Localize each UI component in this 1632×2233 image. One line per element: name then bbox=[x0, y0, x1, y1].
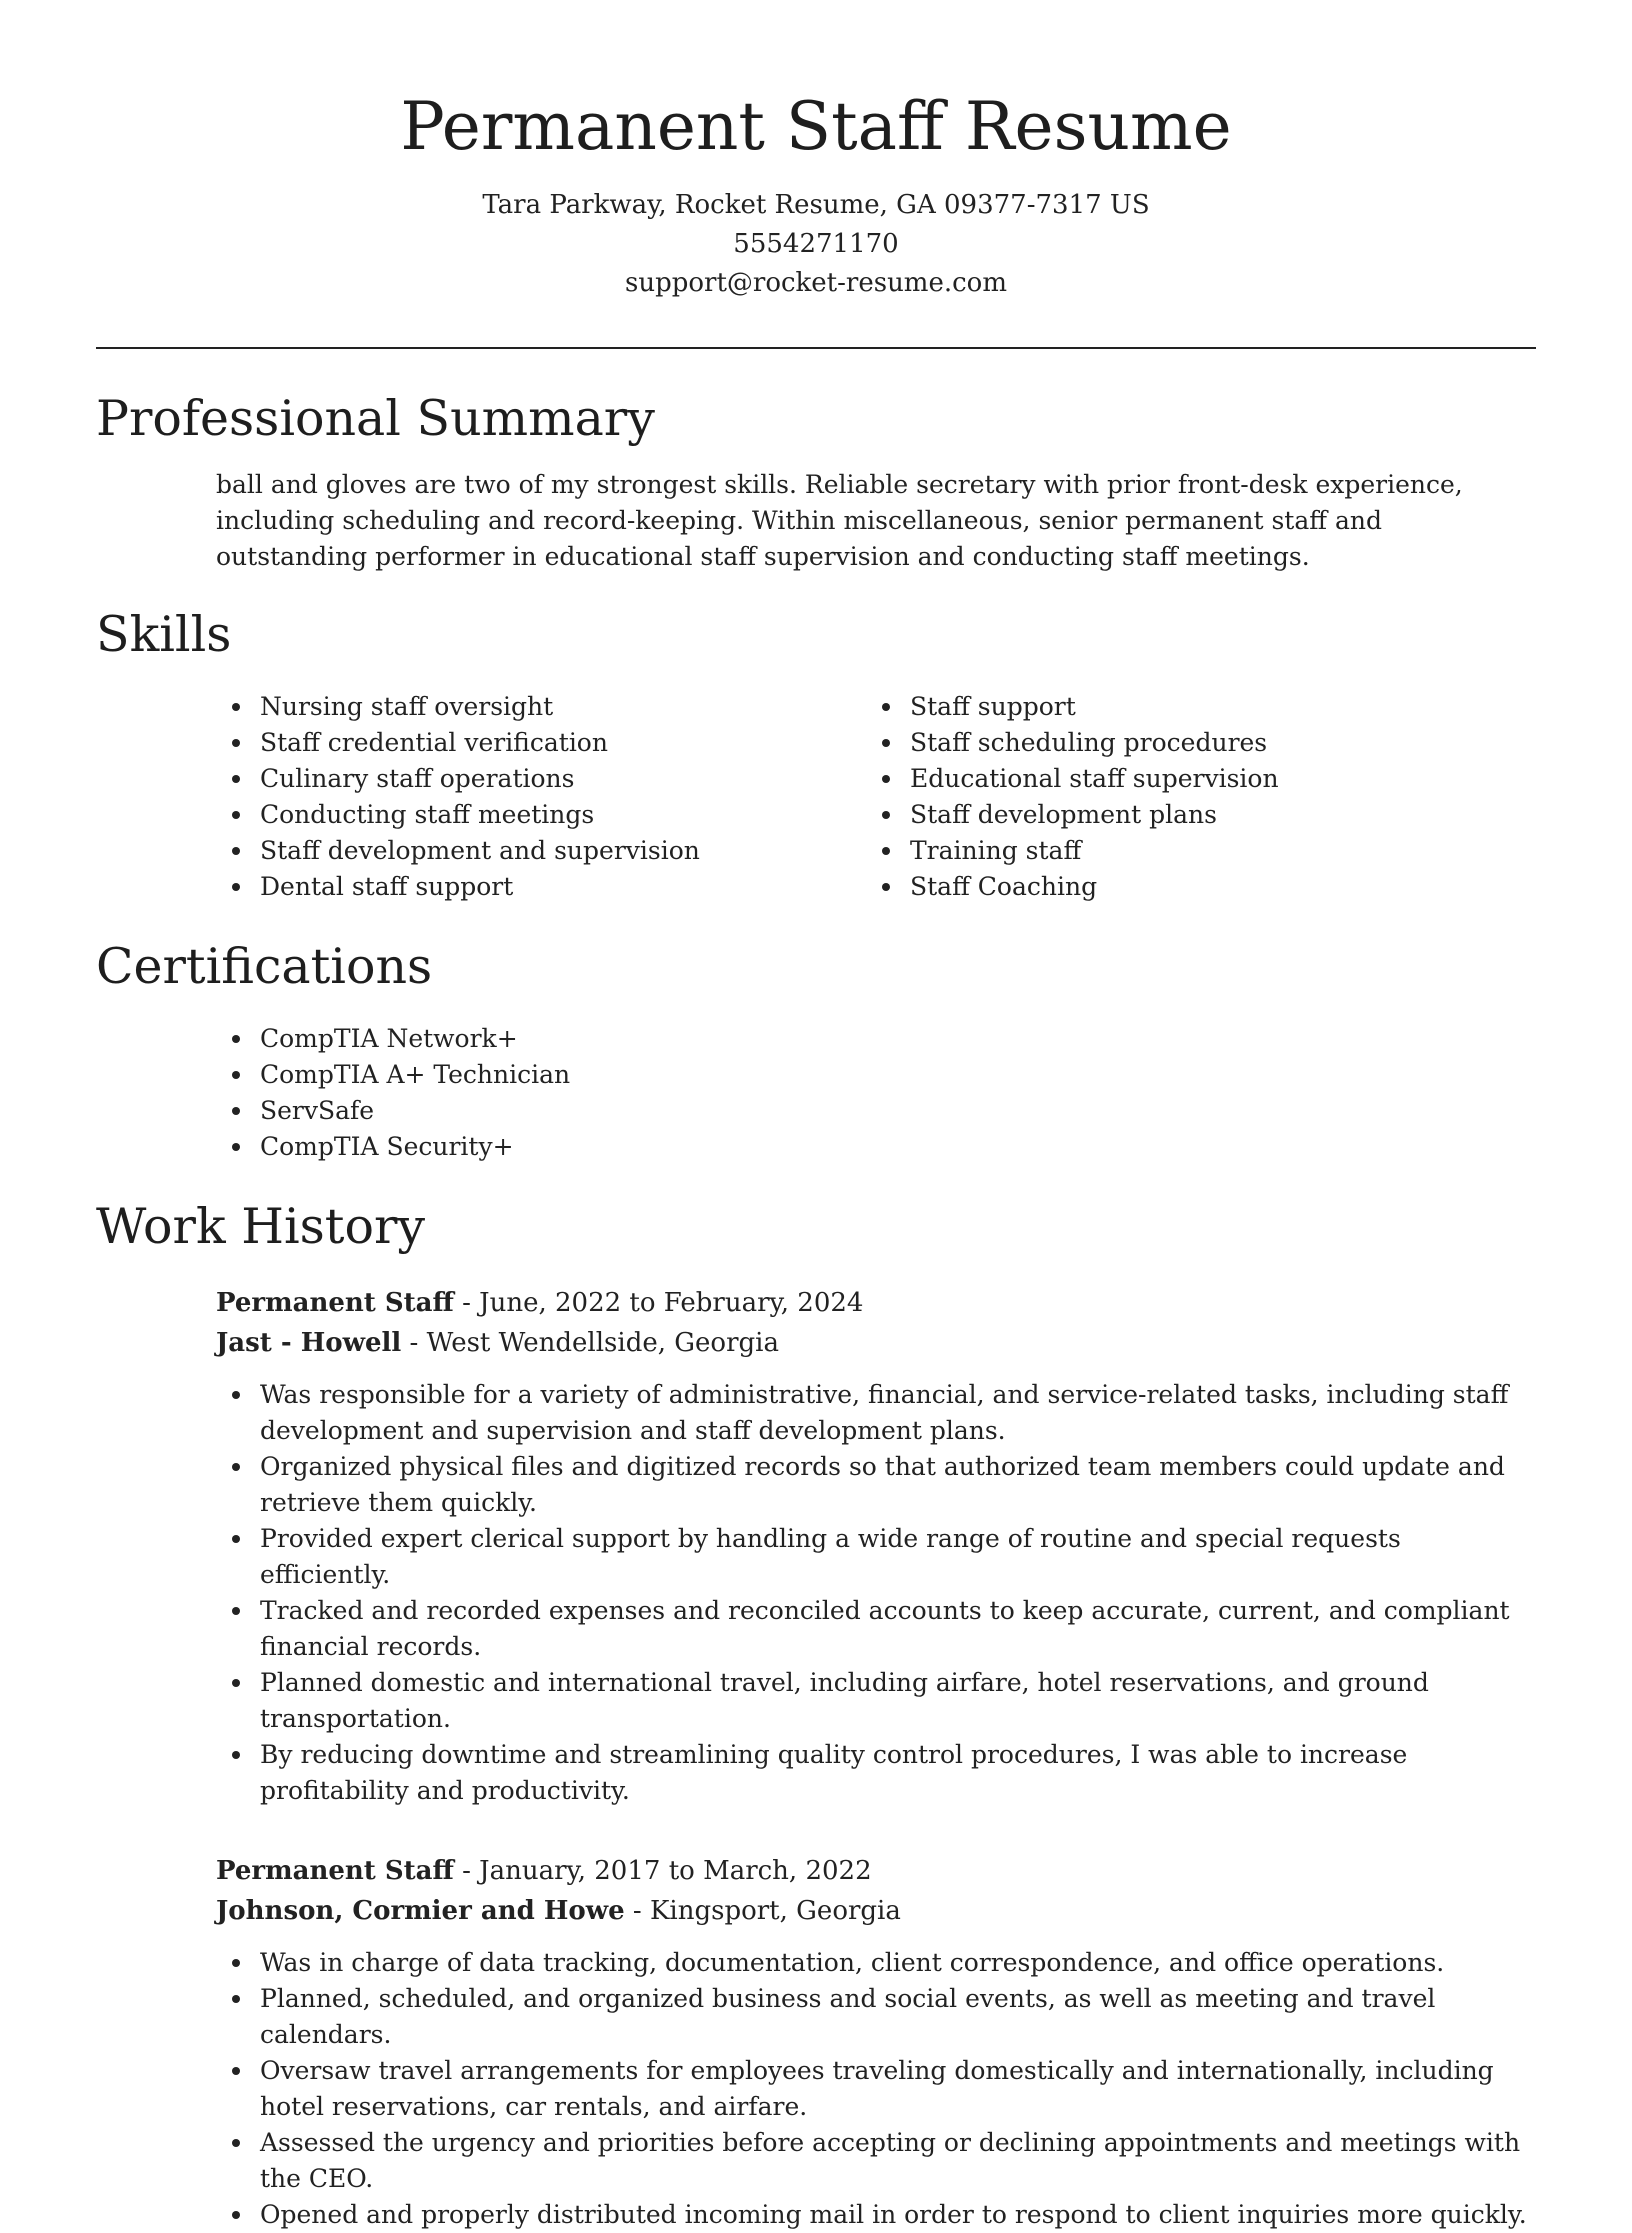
job-duty: Organized physical files and digitized records so that authorized team members could update and retrieve them quickly. bbox=[260, 1449, 1536, 1521]
job-company-line bbox=[216, 1891, 1536, 1931]
job-duty: Oversaw travel arrangements for employees traveling domestically and internationally, including hotel reservations, car rentals, and airfare. bbox=[260, 2053, 1536, 2125]
certifications-heading: Certifications bbox=[96, 938, 433, 995]
job-duty: Tracked and recorded expenses and reconciled accounts to keep accurate, current, and compliant financial records. bbox=[260, 1593, 1536, 1665]
resume-title: Permanent Staff Resume bbox=[400, 88, 1232, 165]
job-location: - Kingsport, Georgia bbox=[624, 1896, 901, 1926]
job-company: Johnson, Cormier and Howe bbox=[216, 1896, 625, 1926]
job-duty: Planned, scheduled, and organized business and social events, as well as meeting and travel calendars. bbox=[260, 1981, 1536, 2053]
job-duties-list bbox=[260, 1945, 1536, 2233]
skill-item: Staff support bbox=[910, 689, 1510, 725]
skills-column-left bbox=[260, 689, 910, 905]
contact-email: support@rocket-resume.com bbox=[624, 268, 1007, 298]
skill-item: Staff development plans bbox=[910, 797, 1510, 833]
job-duty: Was responsible for a variety of administrative, financial, and service-related tasks, including staff development and supervision and staff development plans. bbox=[260, 1377, 1536, 1449]
skill-item: Nursing staff oversight bbox=[260, 689, 910, 725]
resume-page bbox=[96, 0, 1536, 2233]
skill-item: Staff Coaching bbox=[910, 869, 1510, 905]
skill-item: Educational staff supervision bbox=[910, 761, 1510, 797]
skill-item: Staff credential verification bbox=[260, 725, 910, 761]
contact-address: Tara Parkway, Rocket Resume, GA 09377-7317 US bbox=[482, 190, 1150, 220]
skills-heading: Skills bbox=[96, 606, 232, 663]
job-duty: Was in charge of data tracking, documentation, client correspondence, and office operations. bbox=[260, 1945, 1536, 1981]
skill-item: Dental staff support bbox=[260, 869, 910, 905]
certification-item: CompTIA A+ Technician bbox=[260, 1057, 1536, 1093]
job-role: Permanent Staff bbox=[216, 1288, 454, 1318]
job-duty: Provided expert clerical support by handling a wide range of routine and special requests efficiently. bbox=[260, 1521, 1536, 1593]
certifications-list bbox=[260, 1021, 1536, 1165]
skill-item: Conducting staff meetings bbox=[260, 797, 910, 833]
job-entry bbox=[216, 1283, 1536, 1809]
header-divider bbox=[96, 347, 1536, 349]
job-title-line bbox=[216, 1283, 1536, 1323]
skill-item: Staff scheduling procedures bbox=[910, 725, 1510, 761]
resume-header bbox=[96, 0, 1536, 303]
skills-column-right bbox=[910, 689, 1510, 905]
job-entry bbox=[216, 1851, 1536, 2233]
job-duty: Planned domestic and international travel, including airfare, hotel reservations, and ground transportation. bbox=[260, 1665, 1536, 1737]
job-company-line bbox=[216, 1323, 1536, 1363]
contact-block bbox=[96, 186, 1536, 303]
job-dates: - June, 2022 to February, 2024 bbox=[453, 1288, 864, 1318]
skill-item: Culinary staff operations bbox=[260, 761, 910, 797]
job-location: - West Wendellside, Georgia bbox=[401, 1328, 779, 1358]
job-duty: By reducing downtime and streamlining quality control procedures, I was able to increase profitability and productivity. bbox=[260, 1737, 1536, 1809]
job-duty: Opened and properly distributed incoming mail in order to respond to client inquiries more quickly. bbox=[260, 2197, 1536, 2233]
skills-list bbox=[96, 689, 1536, 905]
summary-heading: Professional Summary bbox=[96, 390, 655, 447]
job-role: Permanent Staff bbox=[216, 1856, 454, 1886]
skill-item: Training staff bbox=[910, 833, 1510, 869]
job-dates: - January, 2017 to March, 2022 bbox=[453, 1856, 872, 1886]
certification-item: CompTIA Security+ bbox=[260, 1129, 1536, 1165]
certification-item: CompTIA Network+ bbox=[260, 1021, 1536, 1057]
skill-item: Staff development and supervision bbox=[260, 833, 910, 869]
job-duties-list bbox=[260, 1377, 1536, 1809]
job-company: Jast - Howell bbox=[216, 1328, 402, 1358]
certification-item: ServSafe bbox=[260, 1093, 1536, 1129]
job-duty: Assessed the urgency and priorities before accepting or declining appointments and meetings with the CEO. bbox=[260, 2125, 1536, 2197]
contact-phone: 5554271170 bbox=[733, 229, 899, 259]
work-history-heading: Work History bbox=[96, 1198, 426, 1255]
summary-text: ball and gloves are two of my strongest skills. Reliable secretary with prior front-desk experience, including scheduling and record-keeping. Within miscellaneous, senior permanent staff and outstanding performer in educational staff supervision and conducting staff meetings. bbox=[216, 470, 1463, 571]
job-title-line bbox=[216, 1851, 1536, 1891]
